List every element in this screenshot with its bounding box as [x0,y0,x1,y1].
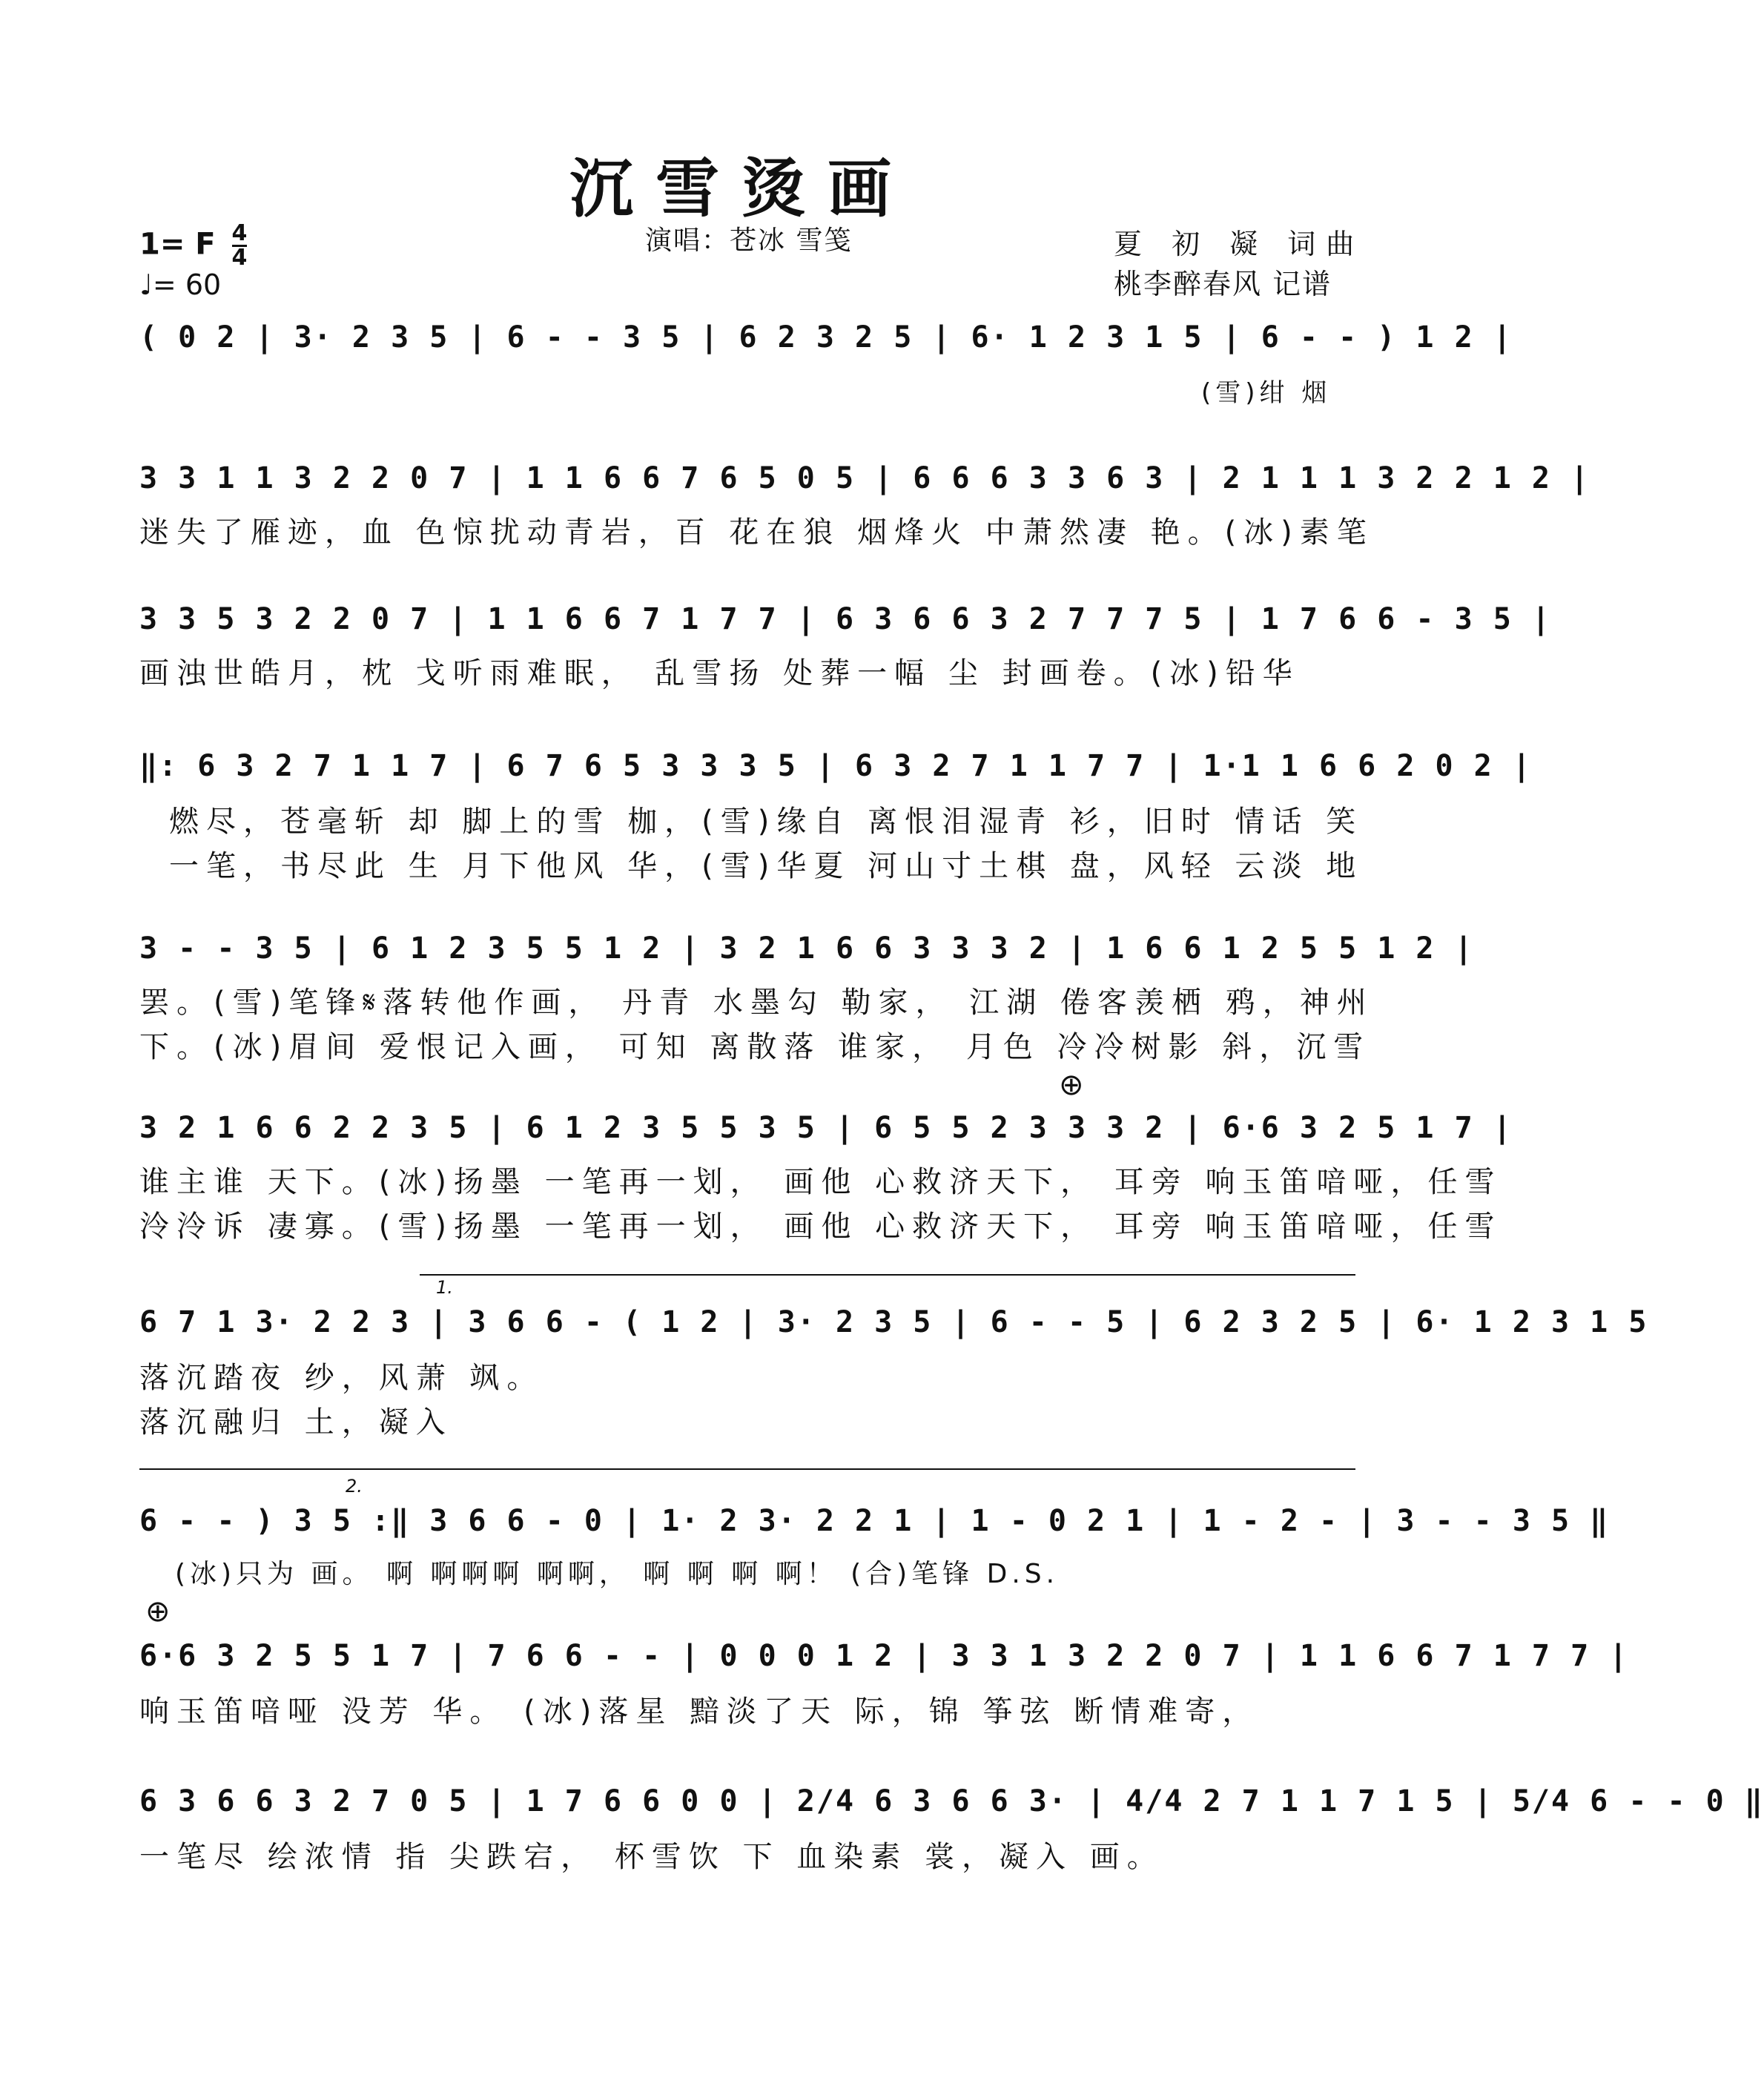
key-signature [139,222,247,269]
lyric-line-7b: 落沉融归 土，凝入 [139,1405,453,1439]
volta-1-bracket [420,1274,1355,1276]
singer-credit: 演唱：苍冰 雪笺 [645,225,853,256]
lyric-line-4a: 燃尽，苍毫斩 却 脚上的雪 枷，(雪)缘自 离恨泪湿青 衫，旧时 情话 笑 [169,805,1364,839]
score-line-1: ( 0 2 | 3· 2 3 5 | 6 - - 3 5 | 6 2 3 2 5 | 6· 1 2 3 1 5 | 6 - - ) 1 2 | [139,320,1513,354]
score-line-5: 3 - - 3 5 | 6 1 2 3 5 5 1 2 | 3 2 1 6 6 3 3 3 2 | 1 6 6 1 2 5 5 1 2 | [139,931,1474,966]
coda-mark: ⊕ [1059,1068,1084,1102]
lyric-line-10: 一笔尽 绘浓情 指 尖跌宕， 杯雪饮 下 血染素 裳，凝入 画。 [139,1840,1164,1874]
score-line-7: 6 7 1 3· 2 2 3 | 3 6 6 - ( 1 2 | 3· 2 3 5 | 6 - - 5 | 6 2 3 2 5 | 6· 1 2 3 1 5 [139,1305,1648,1339]
time-bottom: 4 [231,245,248,271]
coda-mark-2: ⊕ [145,1594,171,1629]
score-line-10: 6 3 6 6 3 2 7 0 5 | 1 7 6 6 0 0 | 2/4 6 3 6 6 3· | 4/4 2 7 1 1 7 1 5 | 5/4 6 - - 0 ‖ [139,1784,1764,1818]
time-signature [232,222,248,269]
volta-2-bracket [139,1468,1355,1470]
lyric-line-2: 迷失了雁迹，血 色惊扰动青岩，百 花在狼 烟烽火 中萧然凄 艳。(冰)素笔 [139,515,1374,550]
volta-1-label: 1. [436,1277,453,1298]
lyric-line-5b: 下。(冰)眉间 爱恨记入画， 可知 离散落 谁家， 月色 冷冷树影 斜，沉雪 [139,1030,1371,1064]
volta-2-label: 2. [346,1476,363,1497]
lyric-line-5a: 罢。(雪)笔锋𝄋落转他作画， 丹青 水墨勾 勒家， 江湖 倦客羡栖 鸦，神州 [139,986,1374,1020]
lyric-line-6b: 泠泠诉 凄寡。(雪)扬墨 一笔再一划， 画他 心救济天下， 耳旁 响玉笛喑哑，任雪 [139,1210,1502,1244]
transcriber-credit: 桃李醉春风 记谱 [1114,268,1332,300]
score-line-8: 6 - - ) 3 5 :‖ 3 6 6 - 0 | 1· 2 3· 2 2 1 | 1 - 0 2 1 | 1 - 2 - | 3 - - 3 5 ‖ [139,1504,1610,1538]
lyric-line-3: 画浊世皓月，枕 戈听雨难眠， 乱雪扬 处葬一幅 尘 封画卷。(冰)铅华 [139,656,1300,690]
lyric-line-6a: 谁主谁 天下。(冰)扬墨 一笔再一划， 画他 心救济天下， 耳旁 响玉笛喑哑，任雪 [139,1165,1502,1199]
lyric-line-4b: 一笔，书尽此 生 月下他风 华，(雪)华夏 河山寸土棋 盘，风轻 云淡 地 [169,849,1364,883]
score-line-4: ‖: 6 3 2 7 1 1 7 | 6 7 6 5 3 3 3 5 | 6 3 2 7 1 1 7 7 | 1·1 1 6 6 2 0 2 | [139,749,1532,783]
time-top: 4 [231,220,248,246]
lyric-line-8: (冰)只为 画。 啊 啊啊啊 啊啊， 啊 啊 啊 啊！ (合)笔锋 D.S. [175,1559,1060,1589]
score-line-9: 6·6 3 2 5 5 1 7 | 7 6 6 - - | 0 0 0 1 2 | 3 3 1 3 2 2 0 7 | 1 1 6 6 7 1 7 7 | [139,1639,1629,1673]
score-line-2: 3 3 1 1 3 2 2 0 7 | 1 1 6 6 7 6 5 0 5 | 6 6 6 3 3 6 3 | 2 1 1 1 3 2 2 1 2 | [139,461,1590,495]
score-line-3: 3 3 5 3 2 2 0 7 | 1 1 6 6 7 1 7 7 | 6 3 6 6 3 2 7 7 7 5 | 1 7 6 6 - 3 5 | [139,602,1551,636]
lyric-line-7a: 落沉踏夜 纱，风萧 飒。 [139,1361,544,1395]
composer-credit: 夏 初 凝 词曲 [1114,228,1365,260]
lyric-line-9: 响玉笛喑哑 没芳 华。 (冰)落星 黯淡了天 际，锦 筝弦 断情难寄， [139,1695,1260,1729]
lyric-line-1: (雪)绀 烟 [1201,378,1332,408]
key-label: 1= F [139,227,216,262]
song-title: 沉雪烫画 [569,151,914,226]
score-line-6: 3 2 1 6 6 2 2 3 5 | 6 1 2 3 5 5 3 5 | 6 5 5 2 3 3 3 2 | 6·6 3 2 5 1 7 | [139,1111,1513,1145]
tempo-marking: ♩= 60 [139,268,222,301]
